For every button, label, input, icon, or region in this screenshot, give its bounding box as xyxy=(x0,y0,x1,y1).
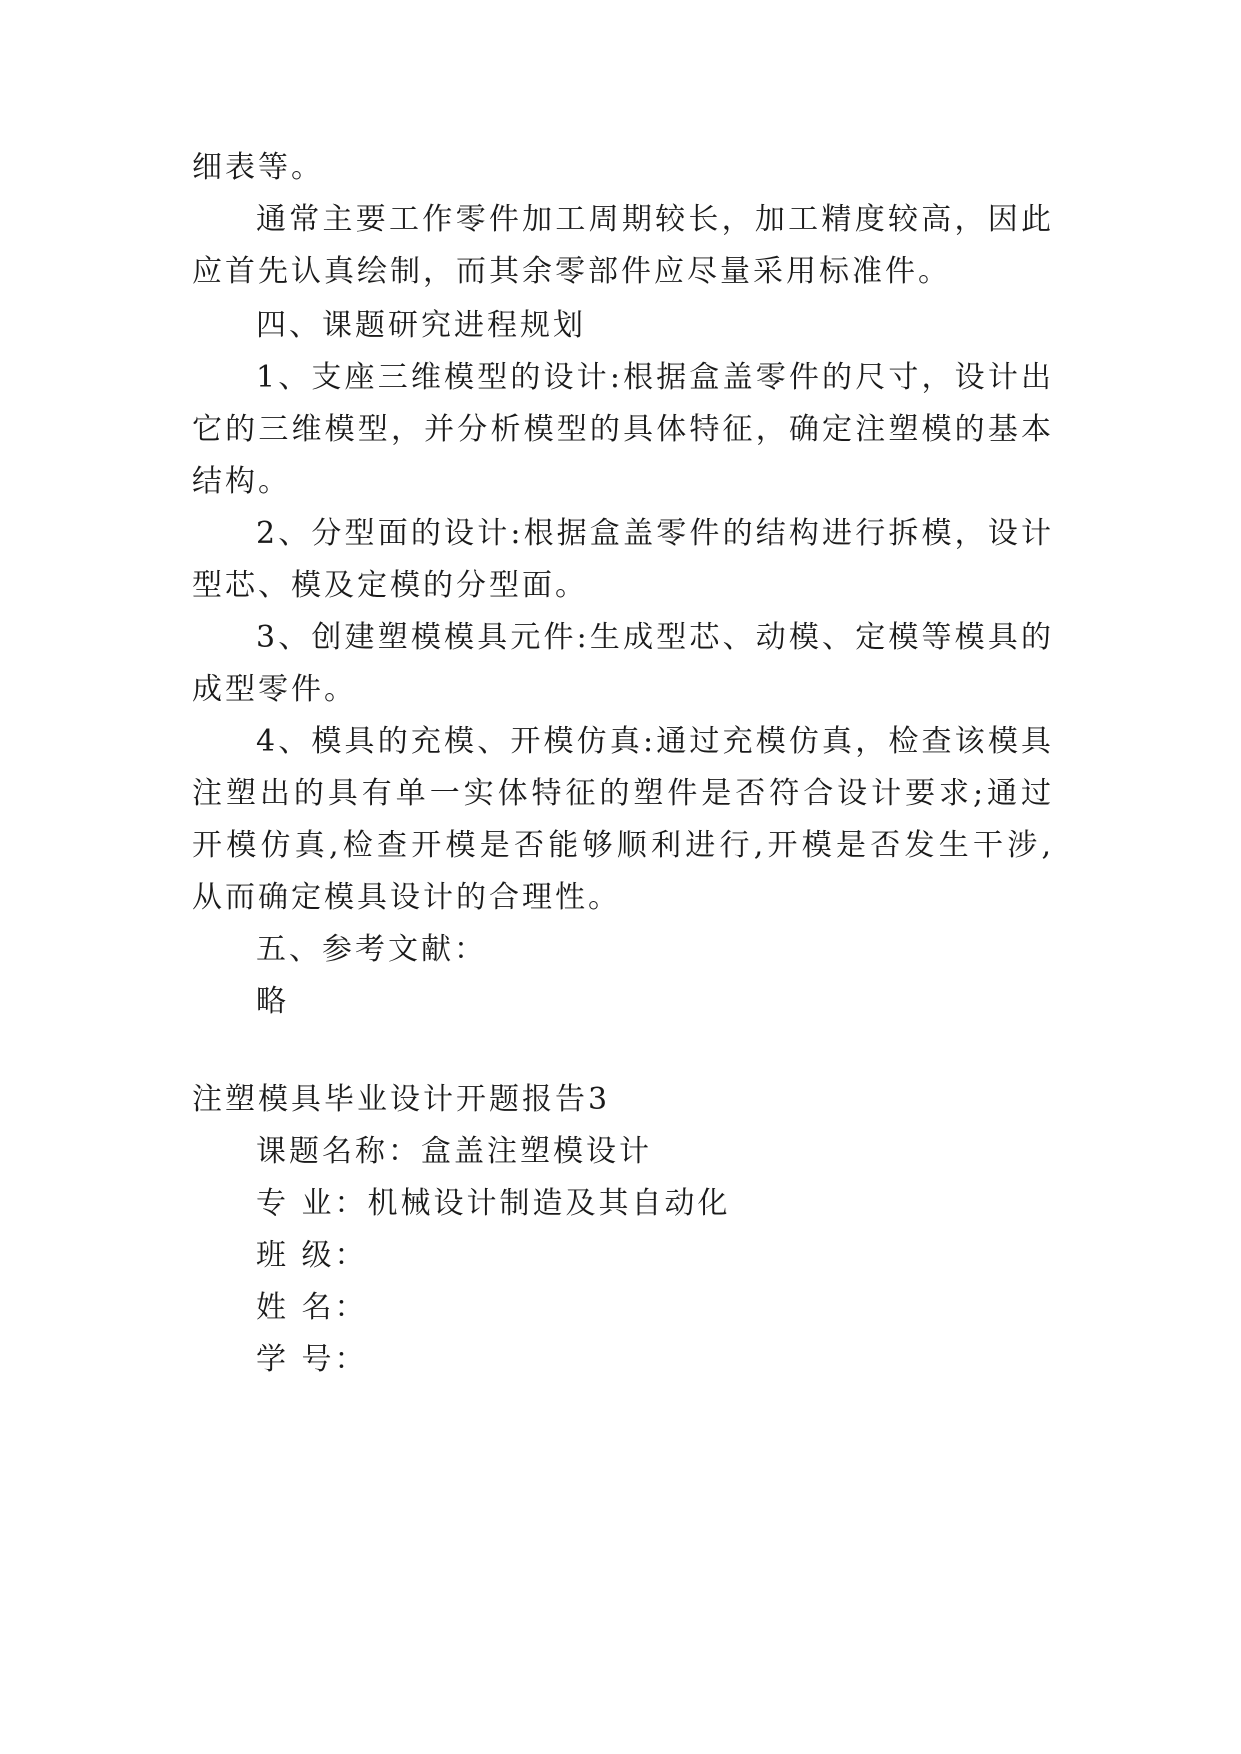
text-line: 4、模具的充模、开模仿真:通过充模仿真，检查该模具 xyxy=(256,724,1051,759)
text-line: 注塑出的具有单一实体特征的塑件是否符合设计要求;通过 xyxy=(192,776,1051,811)
field-student-id: 学 号： xyxy=(256,1342,368,1377)
text-line: 它的三维模型，并分析模型的具体特征，确定注塑模的基本 xyxy=(192,412,1051,447)
text-line: 2、分型面的设计:根据盒盖零件的结构进行拆模，设计 xyxy=(256,516,1051,551)
text-line: 型芯、模及定模的分型面。 xyxy=(192,568,588,603)
report-title: 注塑模具毕业设计开题报告3 xyxy=(192,1082,611,1117)
text-line: 1、支座三维模型的设计:根据盒盖零件的尺寸，设计出 xyxy=(256,360,1051,395)
text-line: 通常主要工作零件加工周期较长，加工精度较高，因此 xyxy=(256,202,1051,237)
text-line: 从而确定模具设计的合理性。 xyxy=(192,880,621,915)
section-heading: 五、参考文献： xyxy=(256,932,487,967)
field-topic: 课题名称：盒盖注塑模设计 xyxy=(256,1134,652,1169)
field-class: 班 级： xyxy=(256,1238,368,1273)
text-line: 结构。 xyxy=(192,464,291,499)
text-line: 开模仿真,检查开模是否能够顺利进行,开模是否发生干涉, xyxy=(192,828,1051,863)
field-name: 姓 名： xyxy=(256,1290,368,1325)
field-major: 专 业：机械设计制造及其自动化 xyxy=(256,1186,731,1221)
text-line: 成型零件。 xyxy=(192,672,357,707)
text-line: 应首先认真绘制，而其余零部件应尽量采用标准件。 xyxy=(192,254,951,289)
section-heading: 四、课题研究进程规划 xyxy=(256,308,586,343)
text-line: 3、创建塑模模具元件:生成型芯、动模、定模等模具的 xyxy=(256,620,1051,655)
text-line: 略 xyxy=(256,984,289,1019)
text-line: 细表等。 xyxy=(192,150,324,185)
